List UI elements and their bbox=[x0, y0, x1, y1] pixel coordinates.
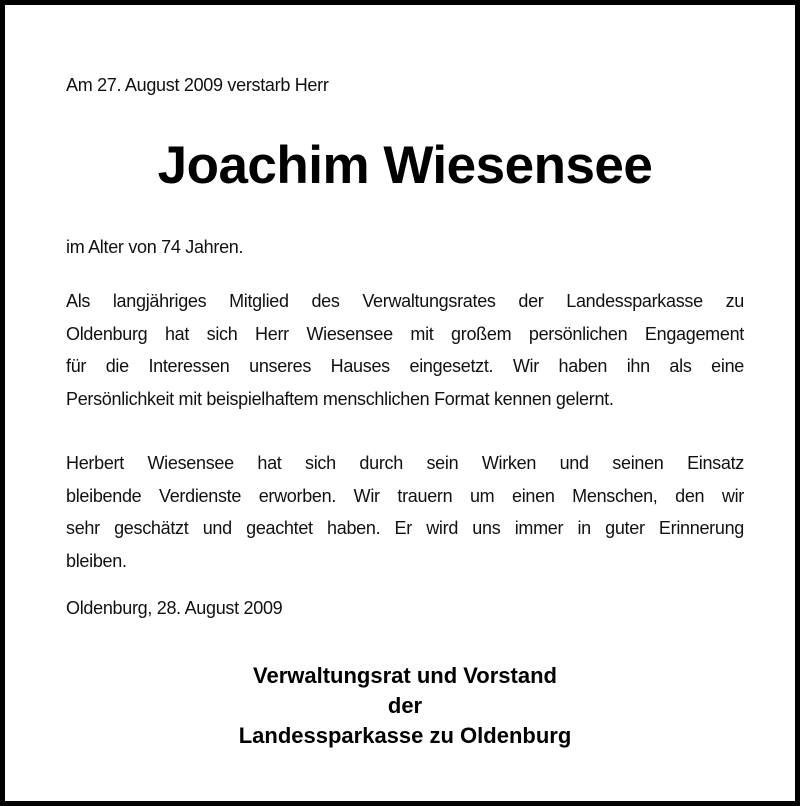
paragraph-line: Herbert Wiesensee hat sich durch sein Wirken und seinen Einsatz bbox=[66, 453, 744, 473]
deceased-name-heading: Joachim Wiesensee bbox=[157, 136, 653, 195]
signature-block bbox=[5, 661, 800, 751]
age-line: im Alter von 74 Jahren. bbox=[66, 237, 244, 257]
intro-line: Am 27. August 2009 verstarb Herr bbox=[66, 75, 329, 95]
signature-line: der bbox=[387, 693, 423, 718]
paragraph-line: Persönlichkeit mit beispielhaftem menschlichen Format kennen gelernt. bbox=[66, 388, 614, 409]
paragraph-line: für die Interessen unseres Hauses eingesetzt. Wir haben ihn als eine bbox=[66, 356, 744, 376]
paragraph-line: sehr geschätzt und geachtet haben. Er wird uns immer in guter Erinnerung bbox=[66, 518, 744, 538]
signature-line: Landessparkasse zu Oldenburg bbox=[238, 723, 572, 748]
paragraph-line: bleibende Verdienste erworben. Wir trauern um einen Menschen, den wir bbox=[66, 485, 744, 506]
tribute-paragraph-1 bbox=[66, 285, 744, 415]
paragraph-line: bleiben. bbox=[66, 550, 127, 571]
paragraph-line: Als langjähriges Mitglied des Verwaltungsrates der Landessparkasse zu bbox=[66, 291, 744, 311]
place-date-line: Oldenburg, 28. August 2009 bbox=[66, 598, 283, 618]
signature-line: Verwaltungsrat und Vorstand bbox=[253, 663, 557, 688]
paragraph-line: Oldenburg hat sich Herr Wiesensee mit großem persönlichen Engagement bbox=[66, 323, 744, 344]
tribute-paragraph-2 bbox=[66, 447, 744, 577]
